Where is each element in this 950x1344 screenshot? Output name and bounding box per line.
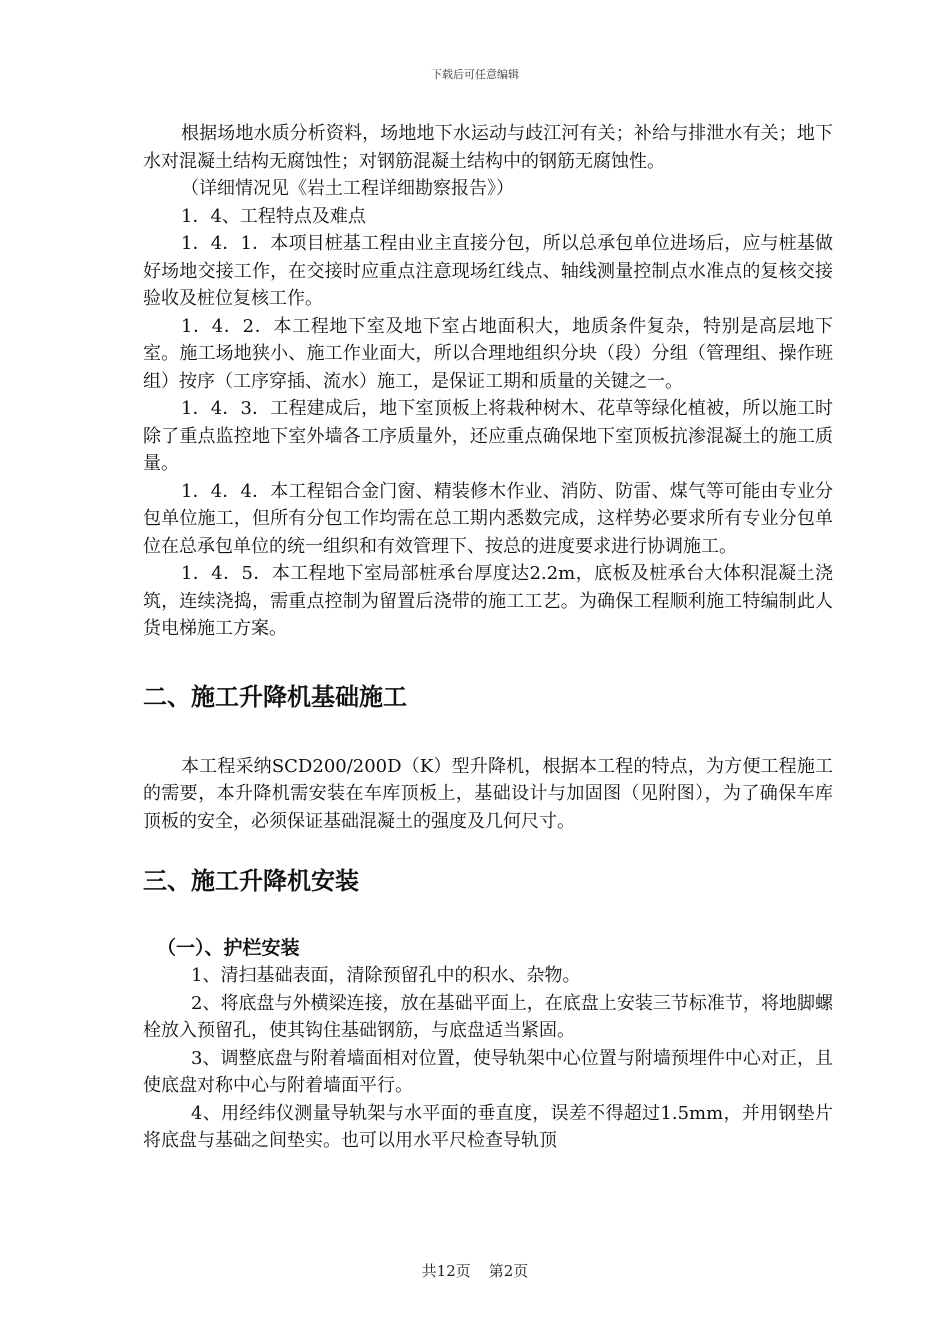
paragraph-feature-4: 1．4．4．本工程铝合金门窗、精装修木作业、消防、防雷、煤气等可能由专业分包单位施工，但所有分包工作均需在总工期内悉数完成，这样势必要求所有专业分包单位在总承包单位的统一组织和有效管理下、按总的进度要求进行协调施工。 [143,480,833,557]
paragraph-reference-report: （详细情况见《岩土工程详细勘察报告》） [181,178,514,199]
paragraph-feature-2: 1．4．2．本工程地下室及地下室占地面积大，地质条件复杂，特别是高层地下室。施工场地狭小、施工作业面大，所以合理地组织分块（段）分组（管理组、操作班组）按序（工序穿插、流水）施工，是保证工期和质量的关键之一。 [143,315,833,392]
page-total: 共12页 [421,1262,471,1280]
heading-project-features: 1．4、工程特点及难点 [181,205,366,227]
step-3: 3、调整底盘与附着墙面相对位置，使导轨架中心位置与附墙预埋件中心对正，且使底盘对称中心与附着墙面平行。 [143,1047,833,1096]
page-header: 下载后可任意编辑 [431,68,519,81]
paragraph-water-analysis: 根据场地水质分析资料，场地地下水运动与歧江河有关；补给与排泄水有关；地下水对混凝土结构无腐蚀性；对钢筋混凝土结构中的钢筋无腐蚀性。 [143,123,833,172]
page-body [143,120,833,1155]
step-4: 4、用经纬仪测量导轨架与水平面的垂直度，误差不得超过1.5mm，并用钢垫片将底盘与基础之间垫实。也可以用水平尺检查导轨顶 [143,1102,833,1151]
step-2: 2、将底盘与外横梁连接，放在基础平面上，在底盘上安装三节标准节，将地脚螺栓放入预留孔，使其钩住基础钢筋，与底盘适当紧固。 [143,992,833,1041]
step-1: 1、清扫基础表面，清除预留孔中的积水、杂物。 [191,965,581,986]
subsection-title-guardrail: （一）、护栏安装 [157,937,300,959]
paragraph-feature-3: 1．4．3．工程建成后，地下室顶板上将栽种树木、花草等绿化植被，所以施工时除了重点监控地下室外墙各工序质量外，还应重点确保地下室顶板抗渗混凝土的施工质量。 [143,398,833,474]
page-footer [0,1260,950,1281]
paragraph-foundation: 本工程采纳SCD200/200D（K）型升降机，根据本工程的特点，为方便工程施工的需要，本升降机需安装在车库顶板上，基础设计与加固图（见附图），为了确保车库顶板的安全，必须保证基础混凝土的强度及几何尺寸。 [143,755,833,832]
paragraph-feature-5: 1．4．5．本工程地下室局部桩承台厚度达2.2m，底板及桩承台大体积混凝土浇筑，连续浇捣，需重点控制为留置后浇带的施工工艺。为确保工程顺利施工特编制此人货电梯施工方案。 [143,563,833,639]
page-current: 第2页 [488,1262,529,1280]
section-title-installation: 三、施工升降机安装 [143,867,359,895]
section-title-foundation: 二、施工升降机基础施工 [143,682,407,711]
paragraph-feature-1: 1．4．1．本项目桩基工程由业主直接分包，所以总承包单位进场后，应与桩基做好场地交接工作，在交接时应重点注意现场红线点、轴线测量控制点水准点的复核交接验收及桩位复核工作。 [143,233,833,309]
